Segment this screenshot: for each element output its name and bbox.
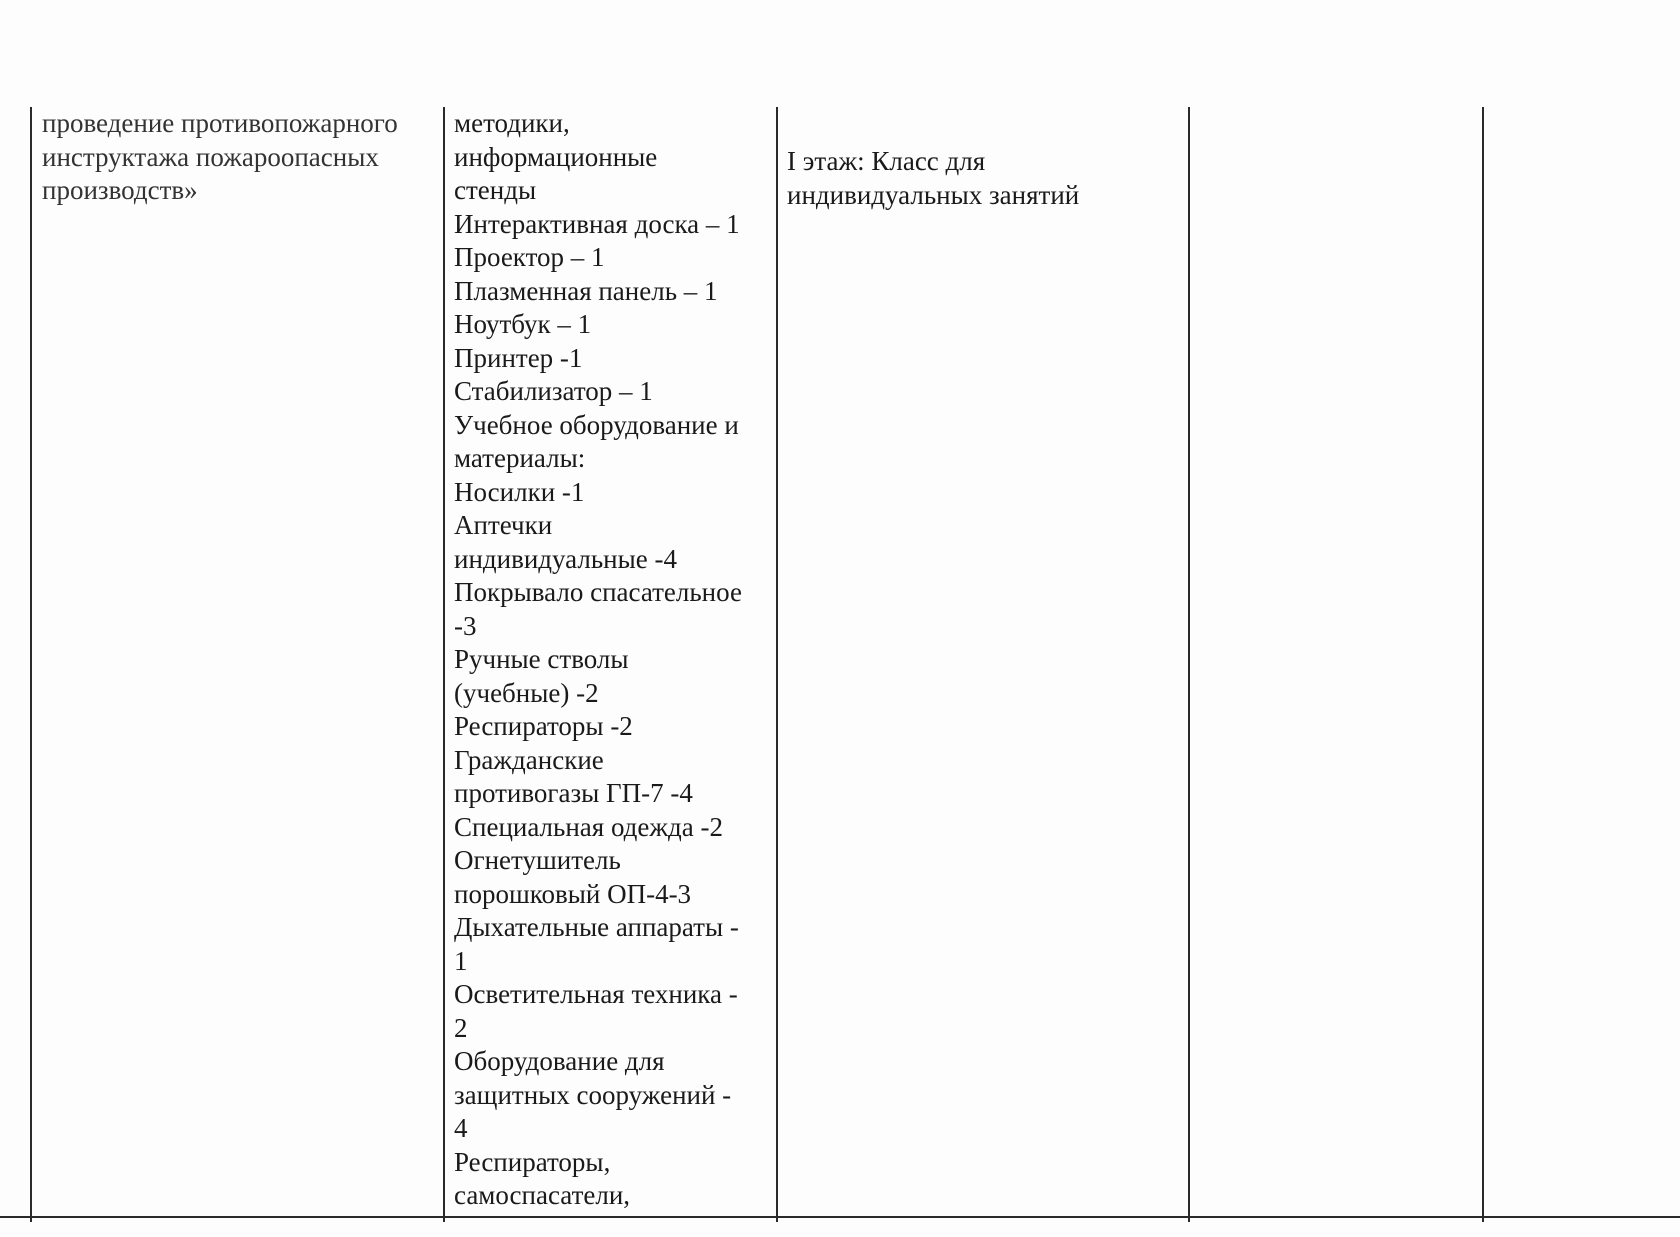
equipment-line: методики, bbox=[454, 108, 570, 138]
equipment-line: Респираторы -2 bbox=[454, 711, 633, 741]
equipment-line: 4 bbox=[454, 1113, 468, 1143]
equipment-line: Стабилизатор – 1 bbox=[454, 376, 653, 406]
equipment-line: Дыхательные аппараты - bbox=[454, 912, 739, 942]
equipment-line: самоспасатели, bbox=[454, 1180, 631, 1210]
equipment-line: индивидуальные -4 bbox=[454, 543, 677, 574]
location-line: I этаж: Класс для bbox=[787, 146, 986, 176]
equipment-line: Огнетушитель bbox=[454, 845, 621, 875]
equipment-line: 1 bbox=[454, 945, 468, 976]
equipment-line: стенды bbox=[454, 175, 537, 205]
cell-text-line: проведение противопожарного bbox=[42, 108, 398, 138]
equipment-line: Ноутбук – 1 bbox=[454, 309, 592, 339]
table-border-bottom bbox=[0, 1216, 1680, 1218]
equipment-line: -3 bbox=[454, 610, 477, 641]
column-divider-3 bbox=[1188, 107, 1190, 1222]
equipment-line: Ручные стволы bbox=[454, 644, 629, 674]
equipment-line: Осветительная техника - bbox=[454, 979, 738, 1009]
equipment-line: Носилки -1 bbox=[454, 476, 585, 507]
table-border-left bbox=[30, 107, 32, 1222]
equipment-line: Учебное оборудование и bbox=[454, 409, 739, 440]
column-divider-1 bbox=[443, 107, 445, 1222]
table-cell-equipment bbox=[454, 107, 742, 1213]
equipment-line: информационные bbox=[454, 141, 658, 172]
table-cell-location bbox=[787, 145, 1079, 212]
equipment-line: порошковый ОП-4-3 bbox=[454, 878, 692, 909]
equipment-line: Интерактивная доска – 1 bbox=[454, 208, 740, 239]
equipment-line: Проектор – 1 bbox=[454, 242, 605, 272]
table-cell-col1 bbox=[42, 107, 398, 208]
equipment-line: материалы: bbox=[454, 443, 586, 473]
equipment-line: Плазменная панель – 1 bbox=[454, 275, 718, 306]
cell-text-line: производств» bbox=[42, 175, 198, 205]
column-divider-2 bbox=[776, 107, 778, 1222]
equipment-line: Оборудование для bbox=[454, 1046, 665, 1076]
column-divider-4 bbox=[1482, 107, 1484, 1222]
location-line: индивидуальных занятий bbox=[787, 179, 1080, 210]
equipment-line: 2 bbox=[454, 1012, 468, 1043]
equipment-line: противогазы ГП-7 -4 bbox=[454, 778, 693, 808]
cell-text-line: инструктажа пожароопасных bbox=[42, 141, 379, 172]
equipment-line: защитных сооружений - bbox=[454, 1079, 732, 1110]
equipment-line: Респираторы, bbox=[454, 1146, 611, 1177]
equipment-line: Специальная одежда -2 bbox=[454, 811, 724, 842]
equipment-line: Аптечки bbox=[454, 510, 553, 540]
equipment-line: Гражданские bbox=[454, 744, 604, 775]
equipment-line: Принтер -1 bbox=[454, 342, 583, 373]
equipment-line: Покрывало спасательное bbox=[454, 577, 742, 607]
equipment-line: (учебные) -2 bbox=[454, 677, 599, 708]
